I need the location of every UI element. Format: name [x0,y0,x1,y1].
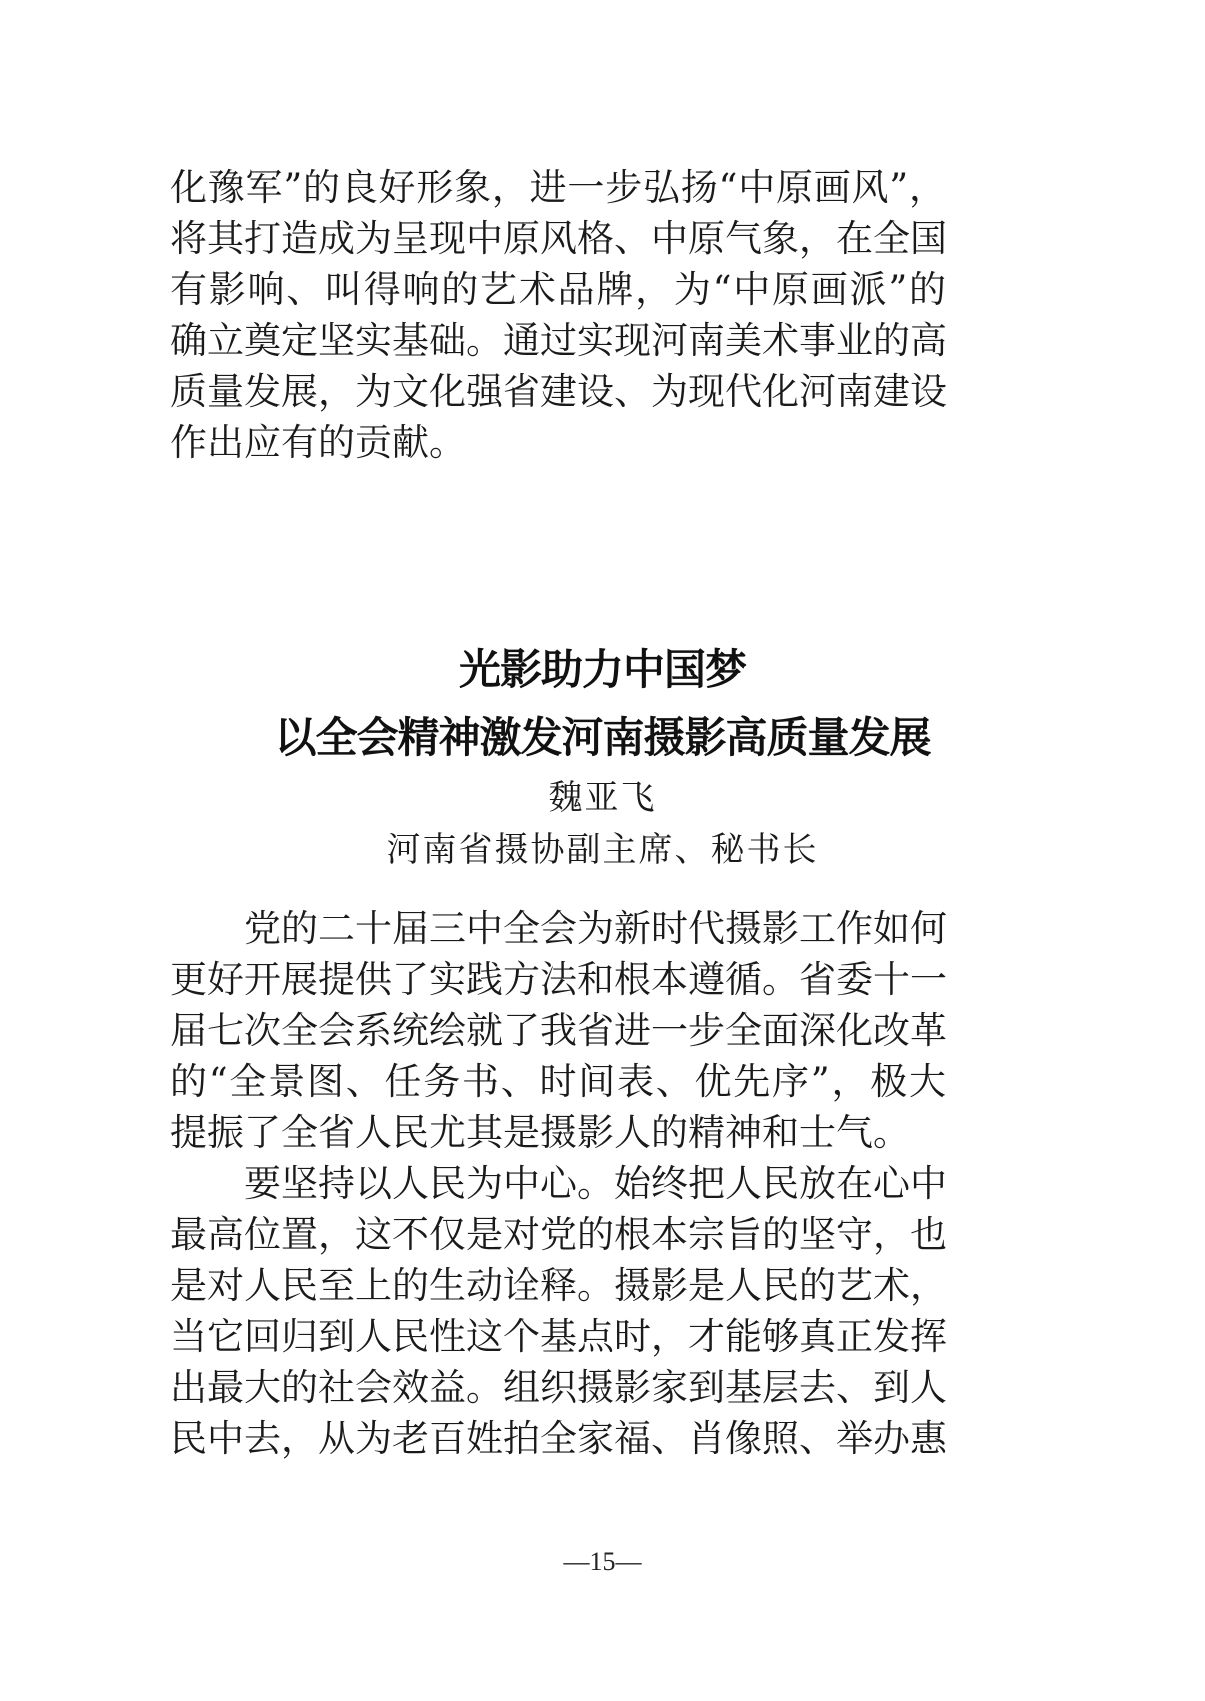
text-line: 化豫军”的良好形象，进一步弘扬“中原画风”， [170,166,946,209]
text-line: 的“全景图、任务书、时间表、优先序”，极大 [170,1060,946,1103]
text-line: 是对人民至上的生动诠释。摄影是人民的艺术， [170,1264,947,1307]
text-line: 要坚持以人民为中心。始终把人民放在心中 [244,1162,947,1205]
paragraph-2 [170,1158,946,1464]
text-line: 有影响、叫得响的艺术品牌，为“中原画派”的 [170,268,946,311]
text-line: 出最大的社会效益。组织摄影家到基层去、到人 [170,1366,947,1409]
text-line: 确立奠定坚实基础。通过实现河南美术事业的高 [170,319,947,362]
text-line: 提振了全省人民尤其是摄影人的精神和士气。 [170,1111,910,1154]
page-number: —15— [563,1547,642,1576]
article-header [0,640,1205,874]
text-line: 作出应有的贡献。 [170,421,466,464]
author-name: 魏亚飞 [548,778,657,818]
article-body [170,903,946,1464]
text-line: 最高位置，这不仅是对党的根本宗旨的坚守，也 [170,1213,947,1256]
text-line: 更好开展提供了实践方法和根本遵循。省委十一 [170,958,947,1001]
text-line: 当它回归到人民性这个基点时，才能够真正发挥 [170,1315,947,1358]
text-line: 党的二十届三中全会为新时代摄影工作如何 [244,907,947,950]
paragraph-1 [170,903,946,1158]
article-title-main: 光影助力中国梦 [458,645,746,694]
article-title-sub: 以全会精神激发河南摄影高质量发展 [274,713,931,762]
author-position: 河南省摄协副主席、秘书长 [386,830,819,870]
text-line: 民中去，从为老百姓拍全家福、肖像照、举办惠 [170,1417,947,1460]
text-line: 质量发展，为文化强省建设、为现代化河南建设 [170,370,947,413]
text-line: 将其打造成为呈现中原风格、中原气象，在全国 [170,217,947,260]
text-line: 届七次全会系统绘就了我省进一步全面深化改革 [170,1009,947,1052]
previous-article-ending [170,162,946,468]
